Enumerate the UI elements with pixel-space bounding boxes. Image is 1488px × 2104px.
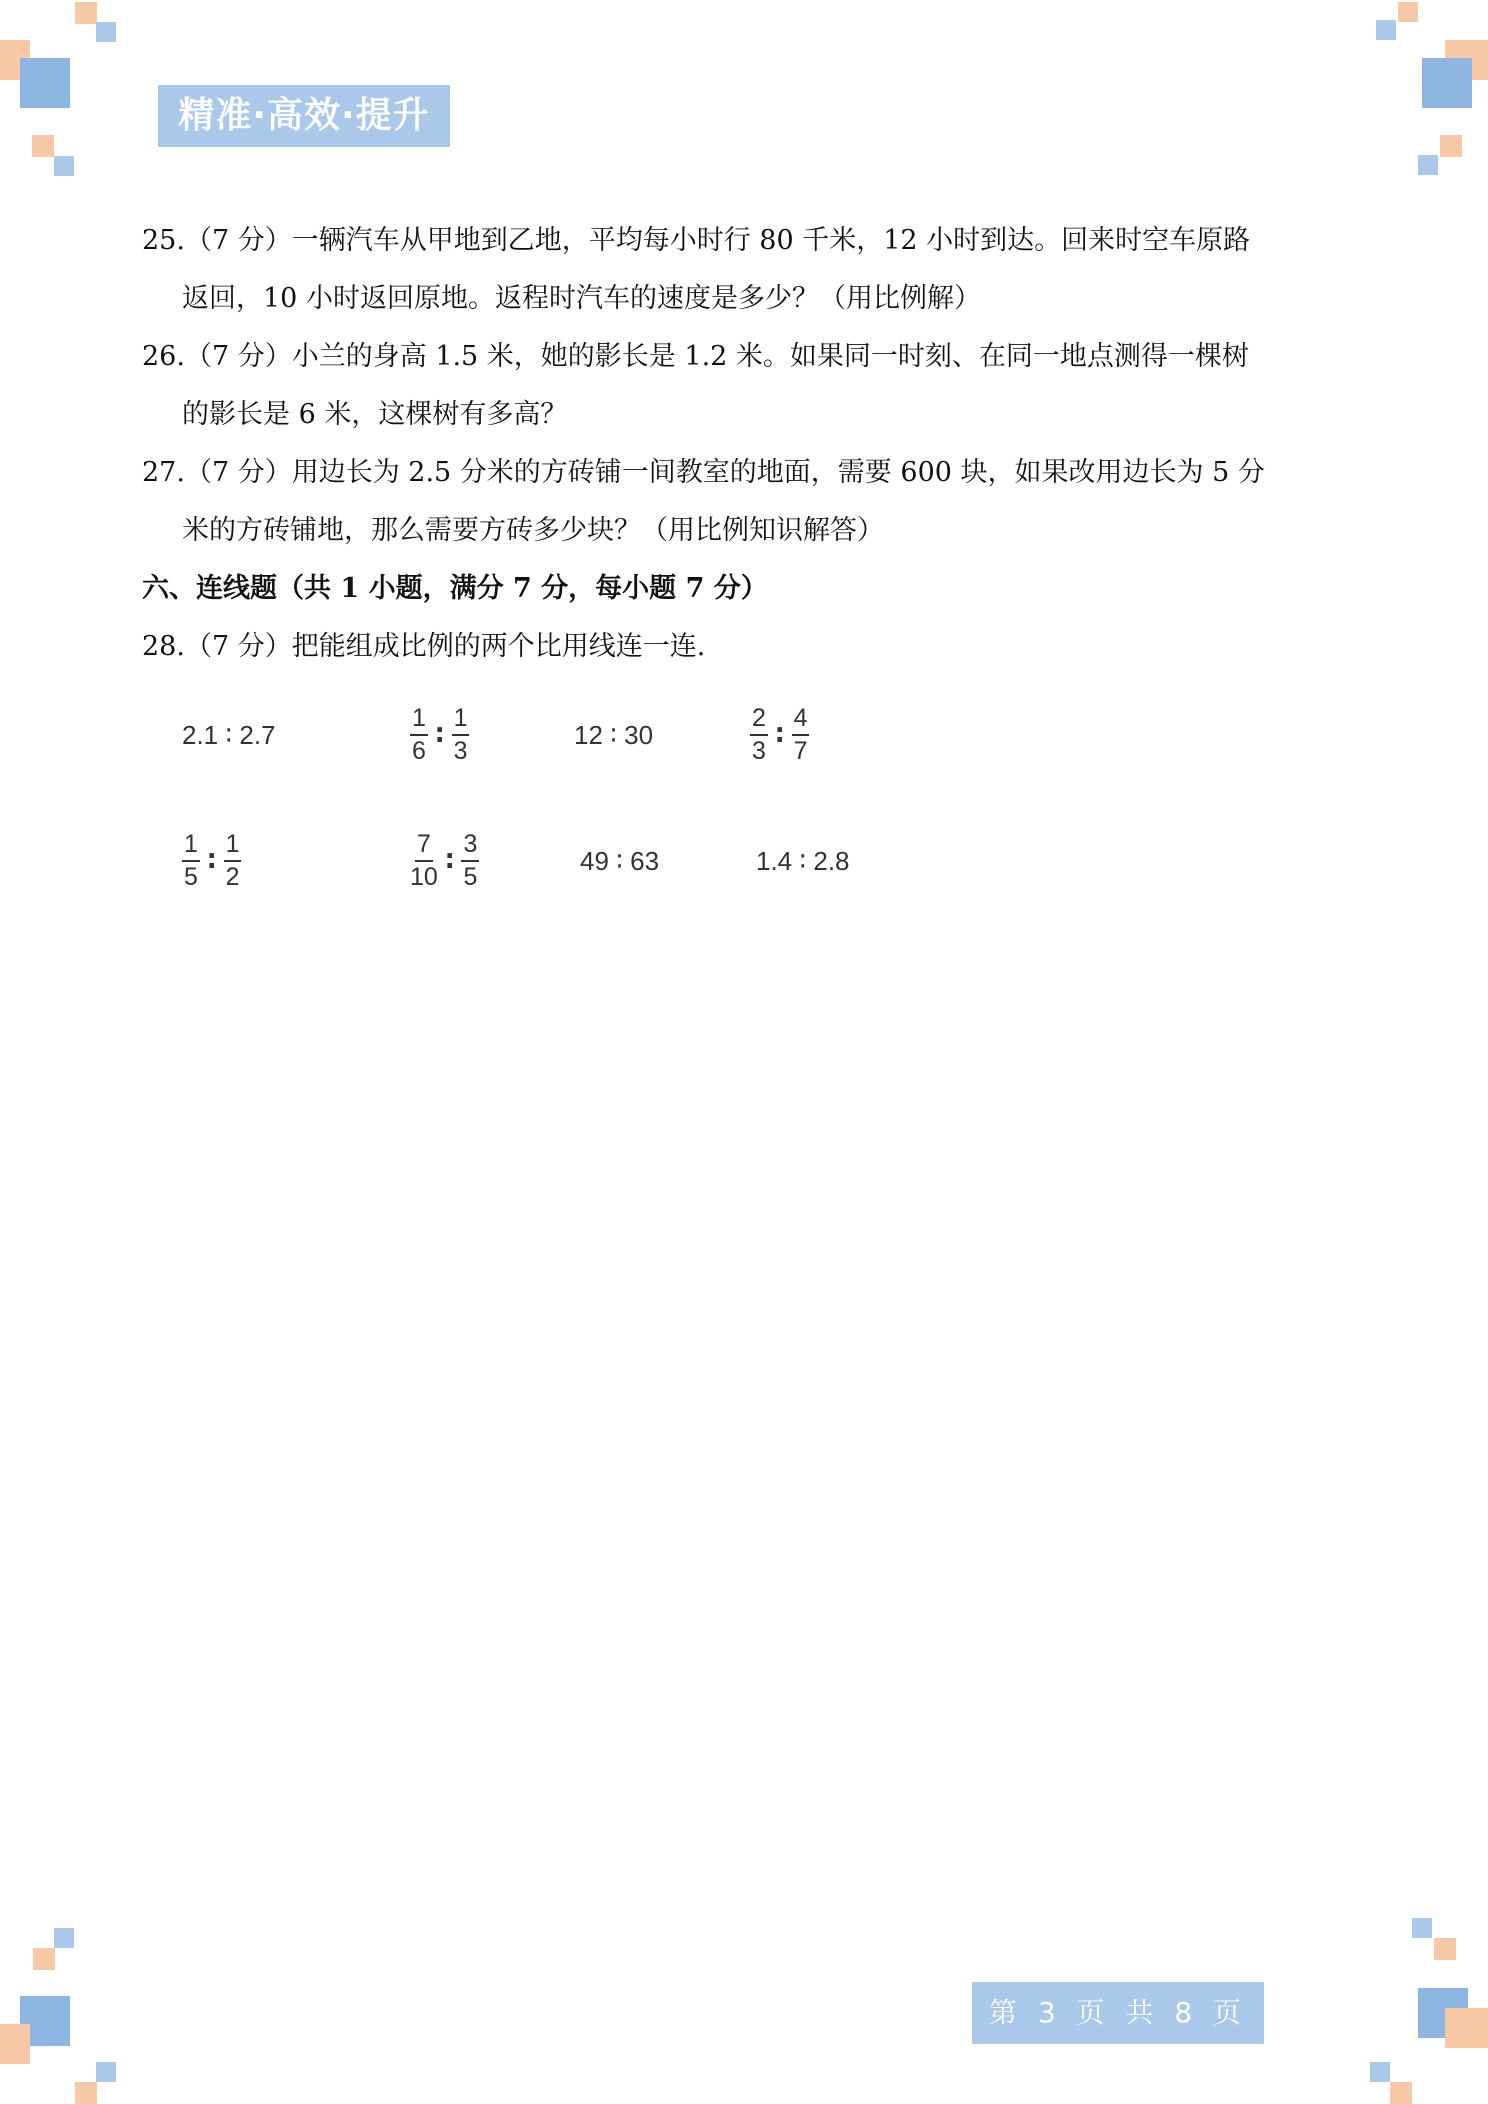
question-25 <box>142 212 1352 328</box>
ratio-colon: ∶ <box>435 719 444 750</box>
fraction: $\frac{1}{3}$ <box>453 704 468 765</box>
fraction: $\frac{1}{2}$ <box>225 830 240 891</box>
ratio-colon: ∶ <box>775 719 784 750</box>
question-26 <box>142 328 1352 444</box>
fraction: $\frac{2}{3}$ <box>752 704 766 765</box>
ratio-item-3[interactable]: 12 ∶ 30 <box>574 719 654 750</box>
ratio-colon: ∶ <box>207 845 216 876</box>
question-27 <box>142 444 1352 560</box>
section-6-title: 六、连线题（共 1 小题，满分 7 分，每小题 7 分） <box>142 573 768 604</box>
fraction: $\frac{1}{5}$ <box>184 830 198 891</box>
ratio-item-2[interactable] <box>410 700 469 770</box>
brand-banner: 精准·高效·提升 <box>158 85 450 147</box>
ratio-item-6[interactable] <box>410 826 479 896</box>
question-content <box>142 212 1352 676</box>
question-26-line2: 的影长是 6 米，这棵树有多高？ <box>182 399 568 430</box>
fraction: $\frac{3}{5}$ <box>463 830 478 891</box>
fraction: $\frac{4}{7}$ <box>793 704 808 765</box>
page-number: 第 3 页 共 8 页 <box>972 1982 1264 2044</box>
fraction: $\frac{1}{6}$ <box>412 704 426 765</box>
question-25-line2: 返回，10 小时返回原地。返程时汽车的速度是多少？（用比例解） <box>182 283 981 314</box>
ratio-item-8[interactable]: 1.4 ∶ 2.8 <box>756 845 850 876</box>
ratio-item-7[interactable]: 49 ∶ 63 <box>580 845 660 876</box>
question-27-line2: 米的方砖铺地，那么需要方砖多少块？（用比例知识解答） <box>182 515 884 546</box>
question-28: 28.（7 分）把能组成比例的两个比用线连一连. <box>142 631 706 662</box>
question-27-line1: 27.（7 分）用边长为 2.5 分米的方砖铺一间教室的地面，需要 600 块，如果改用边长为 5 分 <box>142 457 1265 488</box>
fraction: $\frac{7}{10}$ <box>410 830 438 891</box>
ratio-item-1[interactable]: 2.1 ∶ 2.7 <box>182 719 276 750</box>
ratio-item-5[interactable] <box>182 826 241 896</box>
ratio-item-4[interactable] <box>750 700 809 770</box>
ratio-matching-area <box>182 700 882 900</box>
question-26-line1: 26.（7 分）小兰的身高 1.5 米，她的影长是 1.2 米。如果同一时刻、在同一地点测得一棵树 <box>142 341 1249 372</box>
ratio-colon: ∶ <box>445 845 454 876</box>
question-25-line1: 25.（7 分）一辆汽车从甲地到乙地，平均每小时行 80 千米，12 小时到达。回来时空车原路 <box>142 225 1251 256</box>
